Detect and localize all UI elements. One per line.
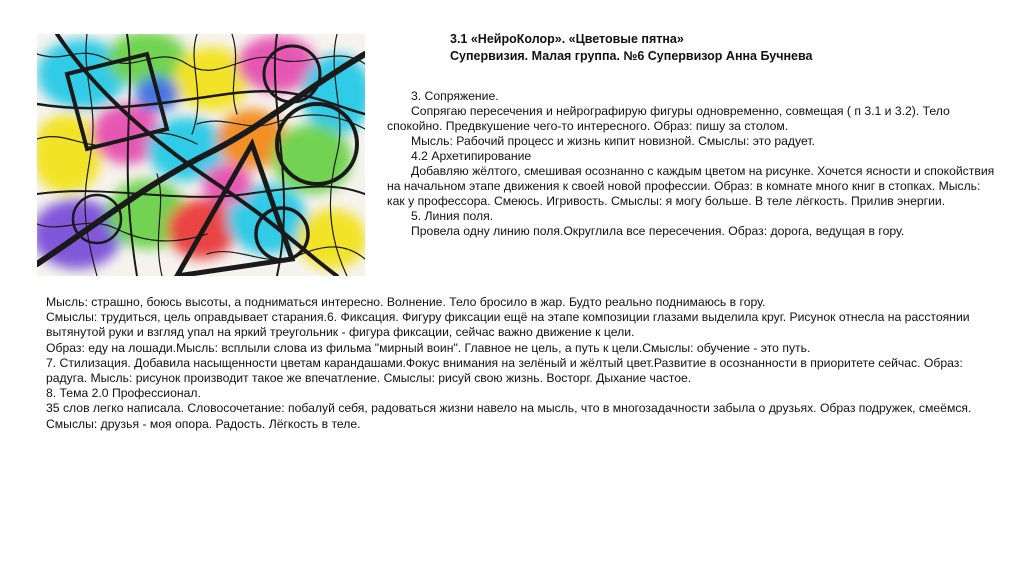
paragraph: Провела одну линию поля.Округлила все пересечения. Образ: дорога, ведущая в гору. — [411, 224, 905, 238]
paragraph: Мысль: страшно, боюсь высоты, а подниматься интересно. Волнение. Тело бросило в жар. Будто реально поднимаюсь в гору. — [46, 295, 766, 309]
paragraph: 8. Тема 2.0 Профессионал. — [46, 386, 201, 401]
paragraph: 3. Сопряжение. — [411, 89, 499, 103]
paragraph: Сопрягаю пересечения и нейрографирую фигуры одновременно, совмещая ( п 3.1 и 3.2). Тело спокойно. Предвкушение чего-то интересного. Образ: пишу за столом. — [387, 104, 950, 133]
neurographic-artwork-image — [37, 34, 365, 276]
slide-title — [450, 31, 1010, 65]
paragraph: Смыслы: трудиться, цель оправдывает старания.6. Фиксация. Фигуру фиксации ещё на этапе композиции глазами выделила круг. Рисунок отнесла на расстоянии вытянутой руки и взгляд упал на яркий треугольник - фигура фиксации, сейчас важно движение к цели. — [46, 310, 970, 340]
paragraph: Образ: еду на лошади.Мысль: всплыли слова из фильма "мирный воин". Главное не цель, а путь к цели.Смыслы: обучение - это путь. — [46, 340, 811, 355]
title-line-2: Супервизия. Малая группа. №6 Супервизор Анна Бучнева — [450, 49, 813, 63]
paragraph: 35 слов легко написала. Словосочетание: побалуй себя, радоваться жизни навело на мысль, что в многозадачности забыла о друзьях. Образ подружек, смеёмся. Смыслы: друзья - моя опора. Радость. Лёгкость в теле. — [46, 401, 972, 431]
paragraph: Мысль: Рабочий процесс и жизнь кипит новизной. Смыслы: это радует. — [411, 134, 815, 148]
paragraph: 5. Линия поля. — [411, 209, 494, 223]
title-line-1: 3.1 «НейроКолор». «Цветовые пятна» — [450, 32, 684, 46]
paragraph: 7. Стилизация. Добавила насыщенности цветам карандашами.Фокус внимания на зелёный и жёлтый цвет.Развитие в осознанности в приоритете сейчас. Образ: радуга. Мысль: рисунок производит такое же впечатление. Смыслы: рисуй свою жизнь. Восторг. Дыхание частое. — [46, 355, 963, 386]
paragraph: 4.2 Архетипирование — [411, 149, 532, 163]
lower-text-block — [46, 295, 976, 432]
paragraph: Добавляю жёлтого, смешивая осознанно с каждым цветом на рисунке. Хочется ясности и спокойствия на начальном этапе движения к своей новой профессии. Образ: в комнате много книг в стопках. Мысль: как у профессора. Смеюсь. Игривость. Смыслы: я могу больше. В теле лёгкость. Прилив энергии. — [387, 164, 995, 208]
upper-text-block — [387, 89, 999, 239]
